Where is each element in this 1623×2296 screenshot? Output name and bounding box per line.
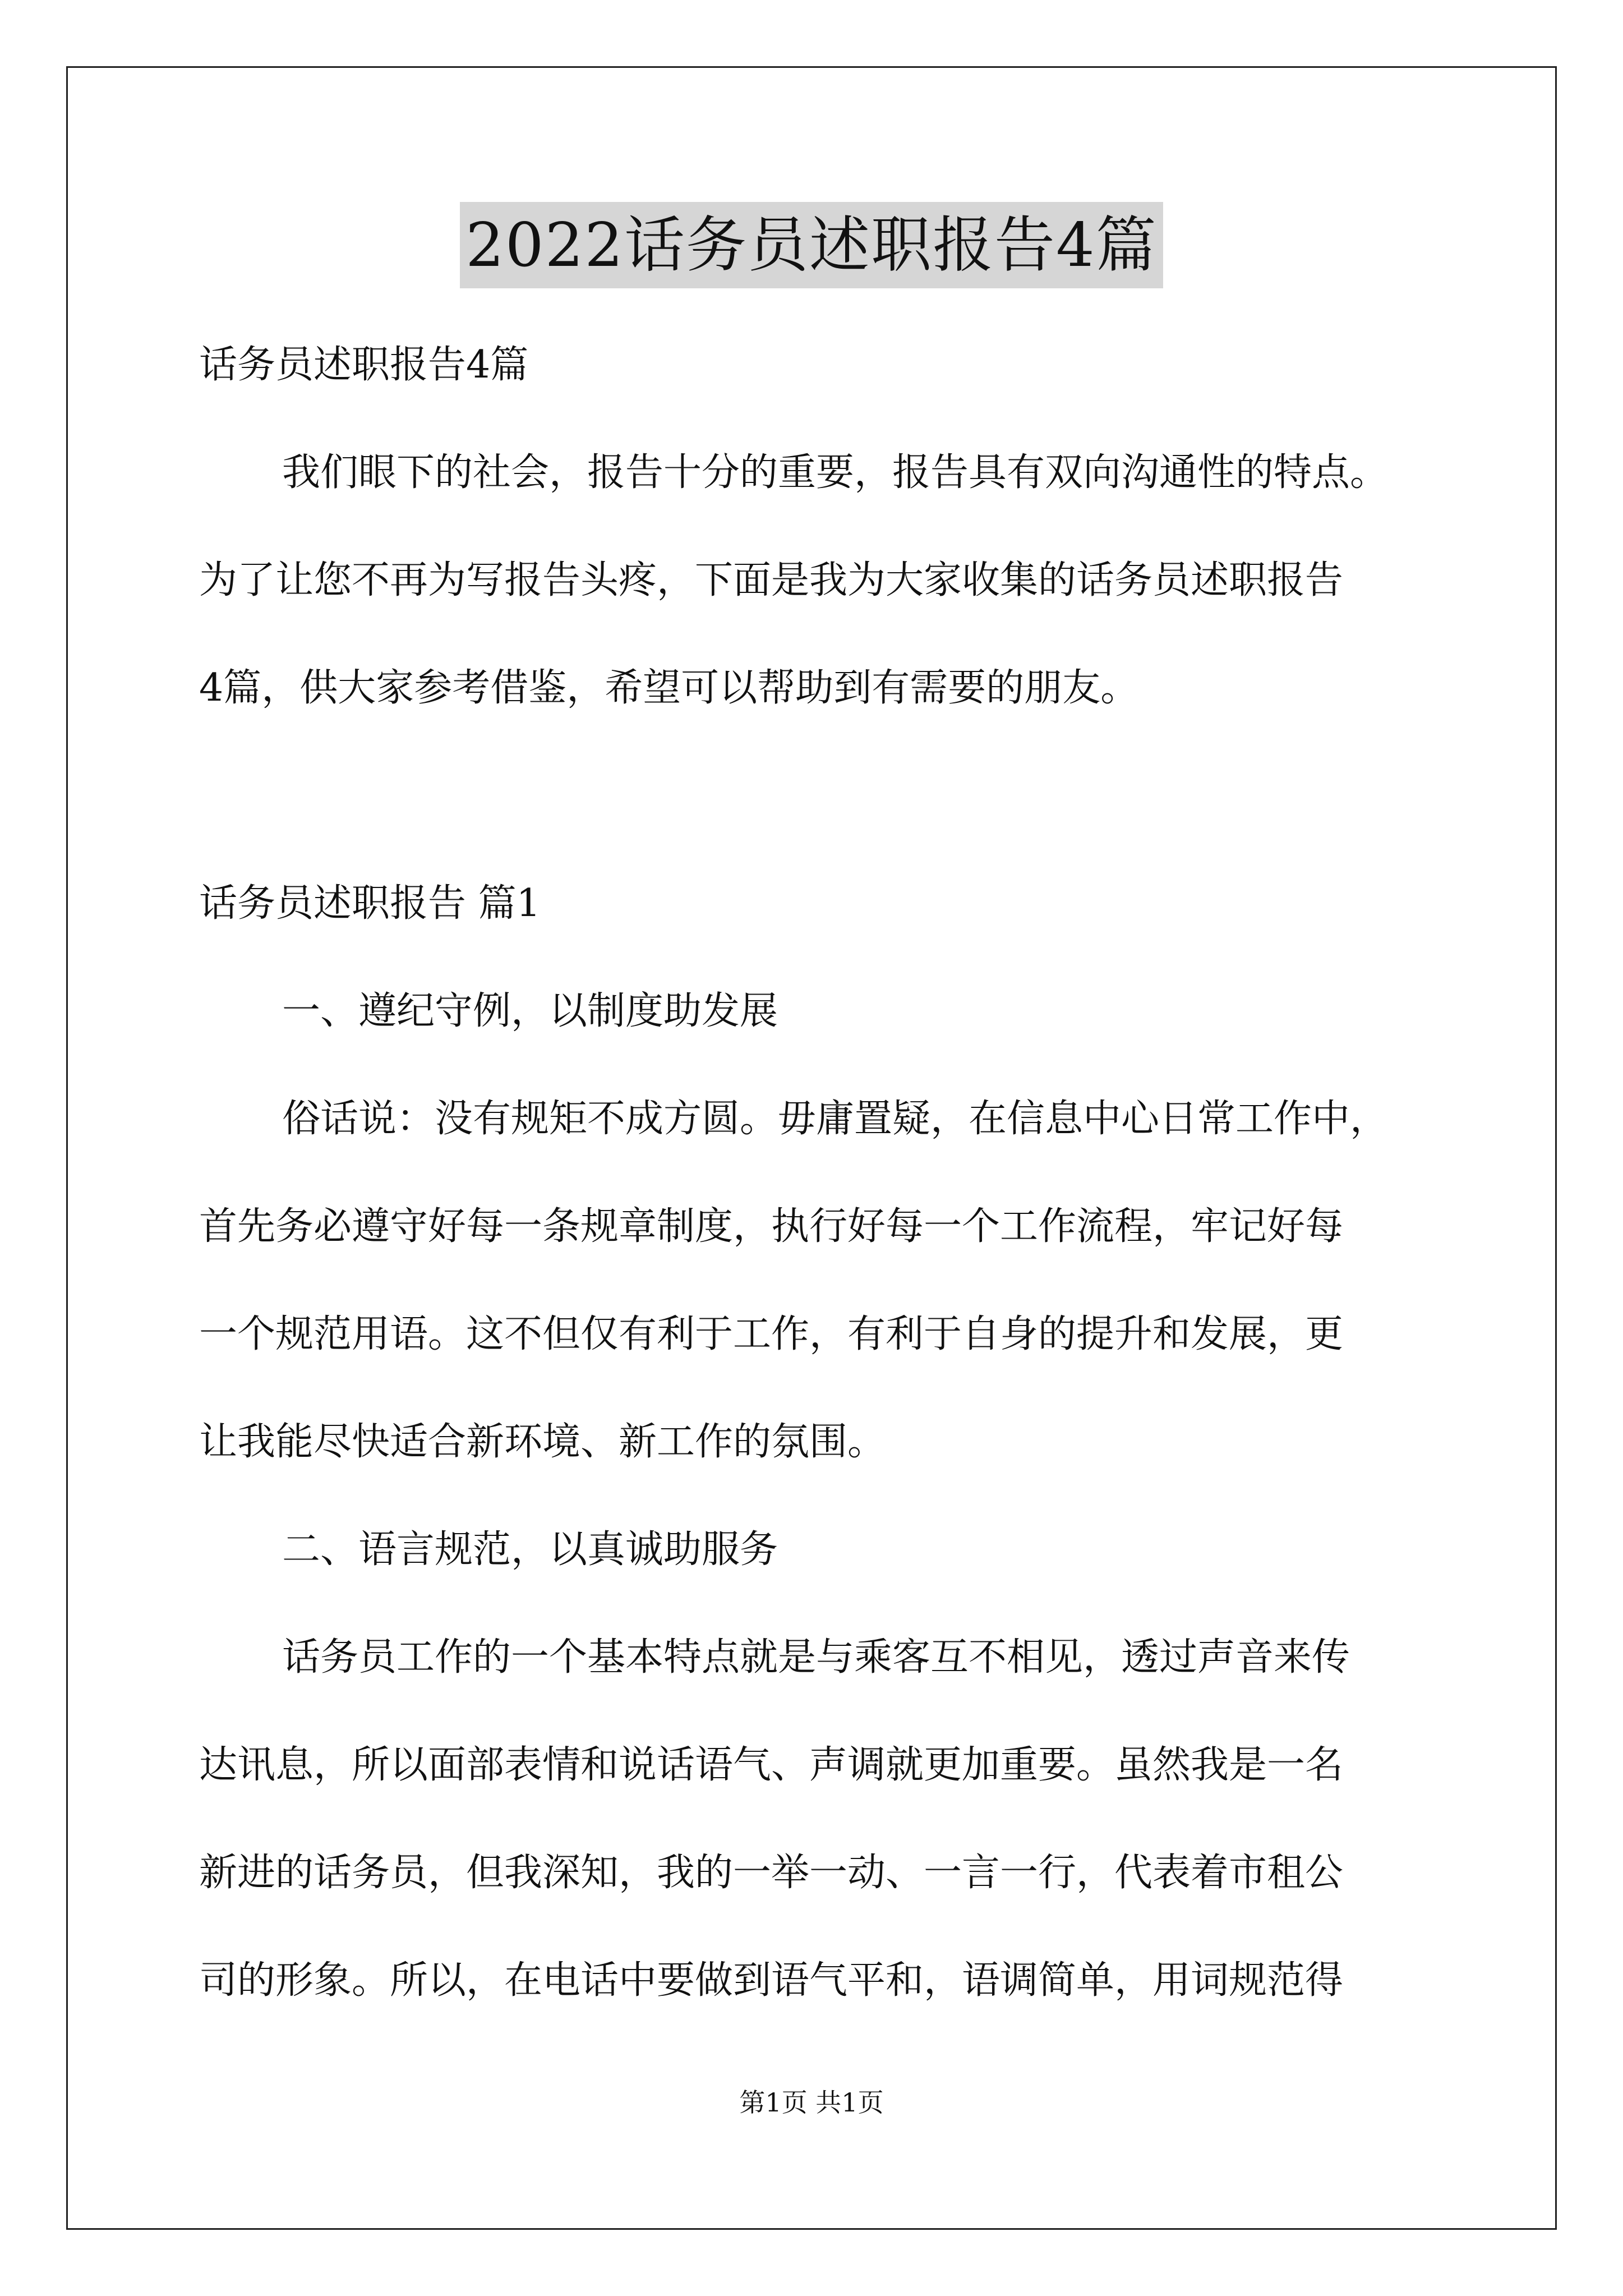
document-title-text: 2022话务员述职报告4篇 bbox=[460, 202, 1163, 288]
paragraph-1-line: 首先务必遵守好每一条规章制度，执行好每一个工作流程，牢记好每 bbox=[199, 1204, 1344, 1249]
intro-line: 为了让您不再为写报告头疼，下面是我为大家收集的话务员述职报告 bbox=[199, 558, 1344, 602]
paragraph-1-line: 一个规范用语。这不但仅有利于工作，有利于自身的提升和发展，更 bbox=[199, 1312, 1344, 1356]
page-footer: 第1页 共1页 bbox=[739, 2087, 884, 2118]
intro-line: 4篇，供大家参考借鉴，希望可以帮助到有需要的朋友。 bbox=[199, 666, 1139, 710]
paragraph-2-line: 达讯息，所以面部表情和说话语气、声调就更加重要。虽然我是一名 bbox=[199, 1743, 1344, 1787]
paragraph-1-line: 让我能尽快适合新环境、新工作的氛围。 bbox=[199, 1420, 886, 1464]
paragraph-1-line: 俗话说：没有规矩不成方圆。毋庸置疑，在信息中心日常工作中， bbox=[282, 1097, 1389, 1141]
document-subtitle: 话务员述职报告4篇 bbox=[199, 343, 529, 387]
section-heading: 话务员述职报告 篇1 bbox=[199, 881, 541, 926]
sub-heading-1: 一、遵纪守例，以制度助发展 bbox=[282, 989, 778, 1033]
intro-line: 我们眼下的社会，报告十分的重要，报告具有双向沟通性的特点。 bbox=[282, 450, 1389, 495]
document-body bbox=[199, 311, 1438, 2035]
document-title bbox=[0, 202, 1623, 288]
sub-heading-2: 二、语言规范，以真诚助服务 bbox=[282, 1527, 778, 1572]
paragraph-2-line: 司的形象。所以，在电话中要做到语气平和，语调简单，用词规范得 bbox=[199, 1958, 1344, 2003]
blank-line bbox=[199, 742, 1438, 850]
paragraph-2-line: 话务员工作的一个基本特点就是与乘客互不相见，透过声音来传 bbox=[282, 1635, 1350, 1680]
paragraph-2-line: 新进的话务员，但我深知，我的一举一动、一言一行，代表着市租公 bbox=[199, 1851, 1344, 1895]
